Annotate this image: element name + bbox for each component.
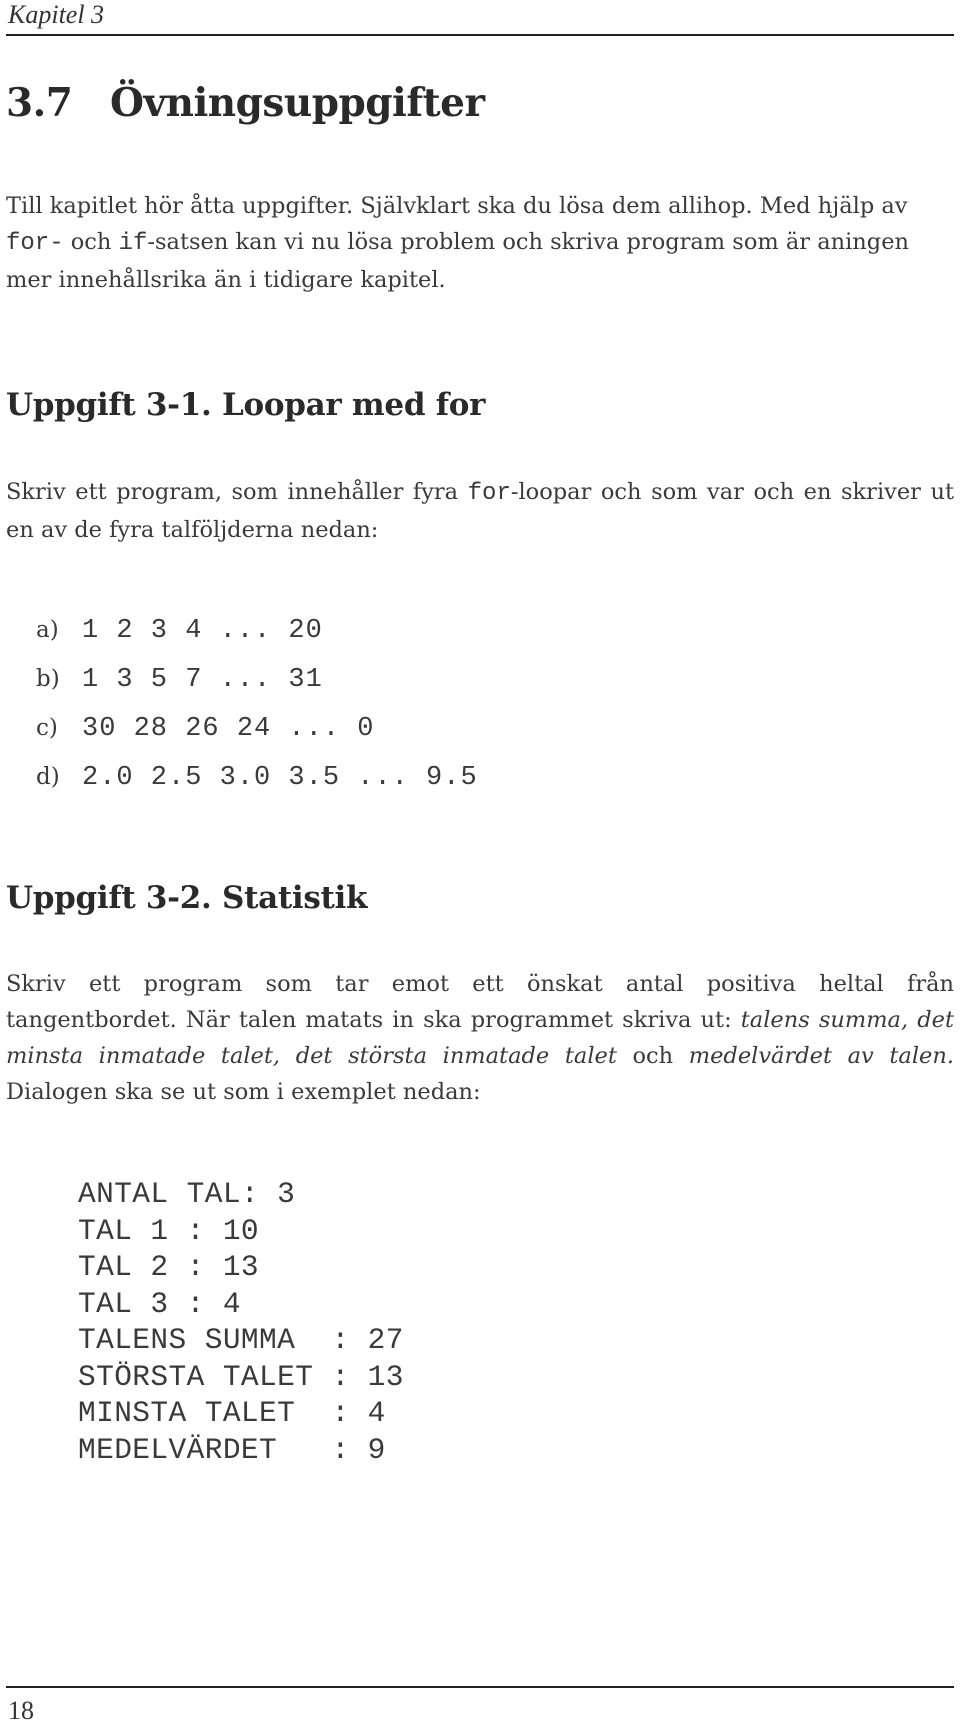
footer-rule xyxy=(6,1686,954,1688)
sequence-label: a) xyxy=(36,617,59,643)
running-header: Kapitel 3 xyxy=(8,0,105,29)
sequence-item xyxy=(36,753,478,802)
dialog-line: TALENS SUMMA : 27 xyxy=(78,1323,404,1357)
intro-paragraph xyxy=(6,188,954,298)
section-title xyxy=(6,78,485,128)
task-3-2-text-2: och xyxy=(616,1043,689,1069)
sequence-list xyxy=(36,606,478,802)
task-3-1-text-1: Skriv ett program, som innehåller fyra xyxy=(6,479,468,505)
page-number: 18 xyxy=(8,1696,34,1725)
sequence-label: b) xyxy=(36,666,60,692)
header-rule xyxy=(6,34,954,36)
intro-text-2: och xyxy=(63,229,119,255)
dialog-line: STÖRSTA TALET : 13 xyxy=(78,1359,404,1394)
sequence-value: 1 3 5 7 ... 31 xyxy=(82,665,323,695)
sequence-item xyxy=(36,655,478,704)
intro-code-for: for- xyxy=(6,230,64,257)
sequence-item xyxy=(36,606,478,655)
example-dialog xyxy=(78,1176,404,1468)
intro-text-3: -satsen kan vi nu lösa problem och skriva program som är aningen mer innehållsrika än i tidigare kapitel. xyxy=(6,229,910,293)
task-3-2-emphasis-1: talens summa, det minsta inmatade talet, det största inmatade talet xyxy=(6,1007,954,1069)
task-3-1-text-2: -loopar och som var och en skriver ut en av de fyra talföljderna nedan: xyxy=(6,479,954,543)
sequence-label: d) xyxy=(36,764,60,790)
section-title-text: Övningsuppgifter xyxy=(110,80,485,126)
task-3-2-emphasis-2: medelvärdet av talen. xyxy=(688,1043,954,1069)
task-3-2-text-1: Skriv ett program som tar emot ett önskat antal positiva heltal från tangentbordet. När talen matats in ska programmet skriva ut: xyxy=(6,971,954,1033)
task-3-1-description xyxy=(6,474,954,548)
dialog-line: TAL 3 : 4 xyxy=(78,1286,241,1321)
sequence-item xyxy=(36,704,478,753)
task-3-2-title: Uppgift 3-2. Statistik xyxy=(6,880,368,916)
sequence-value: 30 28 26 24 ... 0 xyxy=(82,714,375,744)
sequence-label: c) xyxy=(36,715,58,741)
dialog-line: MINSTA TALET : 4 xyxy=(78,1396,386,1430)
intro-text-1: Till kapitlet hör åtta uppgifter. Självklart ska du lösa dem allihop. Med hjälp av xyxy=(6,193,908,219)
task-3-1-title: Uppgift 3-1. Loopar med for xyxy=(6,387,486,423)
dialog-line: MEDELVÄRDET : 9 xyxy=(78,1432,386,1467)
sequence-value: 2.0 2.5 3.0 3.5 ... 9.5 xyxy=(82,763,478,793)
task-3-1-code-for: for xyxy=(467,480,511,507)
section-number: 3.7 xyxy=(6,80,73,126)
dialog-line: TAL 1 : 10 xyxy=(78,1213,260,1248)
task-3-2-description xyxy=(6,966,954,1110)
dialog-line: TAL 2 : 13 xyxy=(78,1250,260,1284)
task-3-2-text-3: Dialogen ska se ut som i exemplet nedan: xyxy=(6,1079,481,1105)
intro-code-if: if xyxy=(118,230,148,257)
sequence-value: 1 2 3 4 ... 20 xyxy=(82,616,323,646)
dialog-line: ANTAL TAL: 3 xyxy=(78,1177,296,1211)
